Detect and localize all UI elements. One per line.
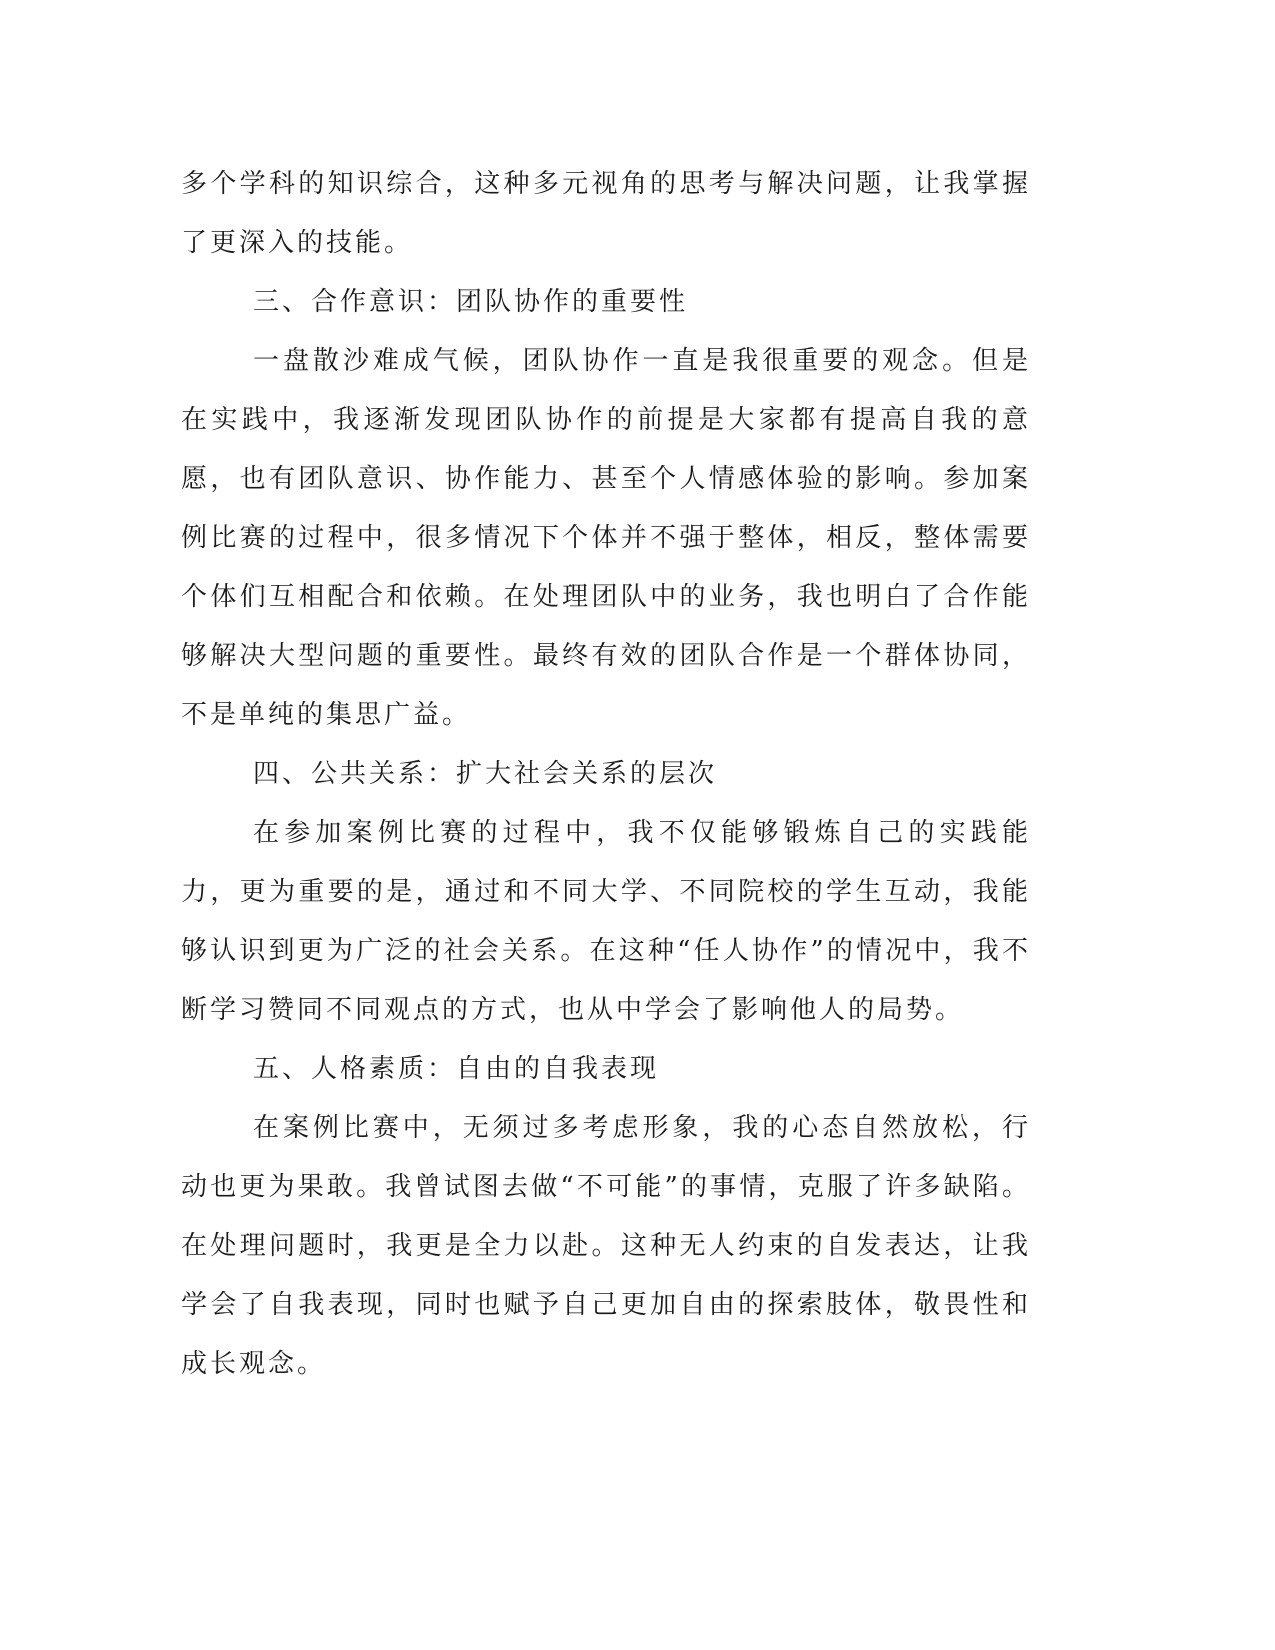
paragraph-personality: 在案例比赛中，无须过多考虑形象，我的心态自然放松，行动也更为果敢。我曾试图去做“不可能”的事情，克服了许多缺陷。在处理问题时，我更是全力以赴。这种无人约束的自发表达，让我学会了自我表现，同时也赋予自己更加自由的探索肢体，敬畏性和成长观念。 — [181, 1113, 1031, 1379]
document-body — [181, 155, 1031, 1394]
paragraph-public-relations: 在参加案例比赛的过程中，我不仅能够锻炼自己的实践能力，更为重要的是，通过和不同大学、不同院校的学生互动，我能够认识到更为广泛的社会关系。在这种“任人协作”的情况中，我不断学习赞同不同观点的方式，也从中学会了影响他人的局势。 — [181, 818, 1031, 1025]
paragraph-teamwork: 一盘散沙难成气候，团队协作一直是我很重要的观念。但是在实践中，我逐渐发现团队协作的前提是大家都有提高自我的意愿，也有团队意识、协作能力、甚至个人情感体验的影响。参加案例比赛的过程中，很多情况下个体并不强于整体，相反，整体需要个体们互相配合和依赖。在处理团队中的业务，我也明白了合作能够解决大型问题的重要性。最终有效的团队合作是一个群体协同，不是单纯的集思广益。 — [181, 346, 1031, 730]
section-heading-5: 五、人格素质：自由的自我表现 — [253, 1054, 660, 1084]
paragraph-continuation: 多个学科的知识综合，这种多元视角的思考与解决问题，让我掌握了更深入的技能。 — [181, 169, 1031, 258]
section-heading-4: 四、公共关系：扩大社会关系的层次 — [253, 759, 718, 789]
section-heading-3: 三、合作意识：团队协作的重要性 — [253, 287, 689, 317]
